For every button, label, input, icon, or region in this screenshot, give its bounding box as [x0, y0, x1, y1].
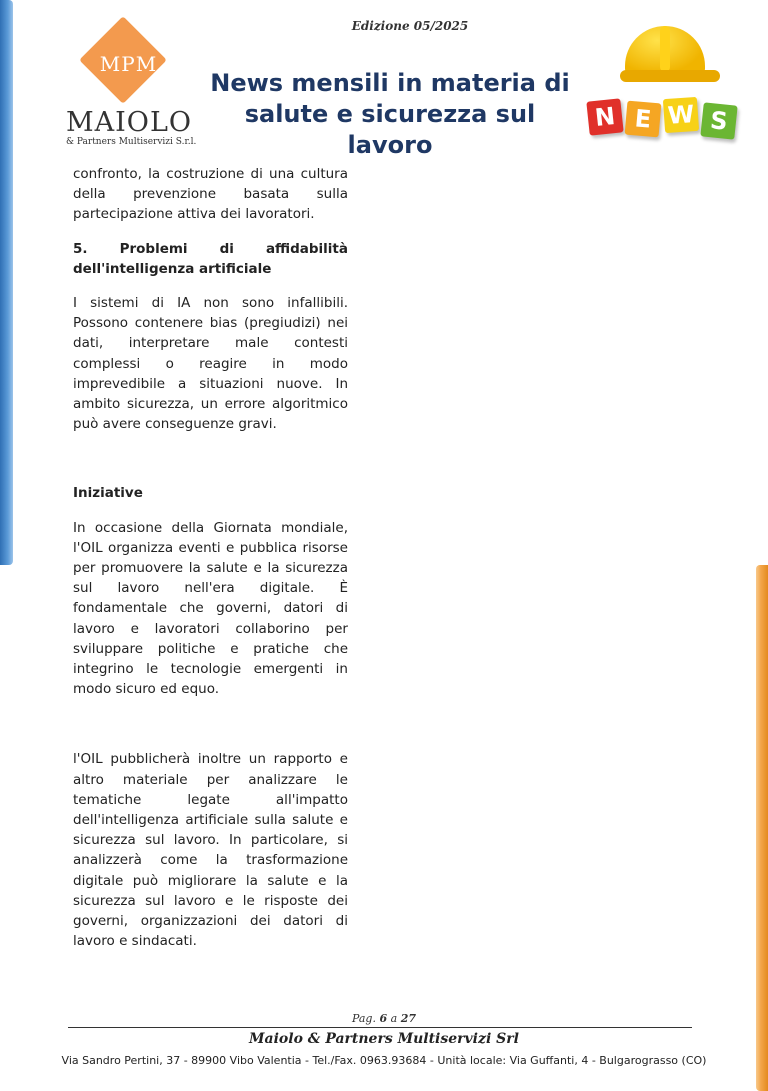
news-cube-e: E: [625, 101, 662, 138]
news-cube-n: N: [586, 98, 623, 135]
footer-divider: [68, 1027, 692, 1028]
hard-hat-brim: [620, 70, 720, 82]
title-line-1: News mensili in materia di: [210, 69, 570, 97]
page-total: 27: [400, 1012, 417, 1025]
paragraph-initiatives: In occasione della Giornata mondiale, l'OIL organizza eventi e pubblica risorse per promuovere la salute e la sicurezza sul lavoro nell'era digitale. È fondamentale che governi, datori di lavoro e lavoratori collaborino per sviluppare politiche e pratiche che integrino le tecnologie emergenti in modo sicuro ed equo.: [73, 519, 348, 698]
page-prefix: Pag.: [351, 1012, 376, 1025]
section-heading-5: 5. Problemi di affidabilità dell'intelligenza artificiale: [73, 240, 348, 277]
footer-company-name: Maiolo & Partners Multiservizi Srl: [249, 1031, 519, 1047]
news-illustration: [580, 18, 752, 158]
section-heading-iniziative: Iniziative: [73, 485, 143, 502]
left-edge-decoration: [0, 0, 13, 565]
hard-hat-ridge: [660, 26, 670, 72]
article-body: [73, 164, 348, 952]
company-logo: [66, 25, 197, 150]
edition-label: Edizione 05/2025: [351, 19, 469, 33]
paragraph-ai-reliability: I sistemi di IA non sono infallibili. Possono contenere bias (pregiudizi) nei dati, interpretare male contesti complessi o reagire in modo imprevedibile a situazioni nuove. In ambito sicurezza, un errore algoritmico può avere conseguenze gravi.: [73, 295, 348, 433]
newsletter-title: [210, 68, 570, 161]
page-current: 6: [379, 1012, 388, 1025]
logo-subtitle: & Partners Multiservizi S.r.l.: [66, 137, 197, 147]
logo-name: MAIOLO: [66, 107, 193, 138]
title-line-2: salute e sicurezza sul lavoro: [244, 100, 536, 159]
logo-mark: MPM: [99, 52, 158, 76]
page-separator: a: [390, 1012, 398, 1025]
footer-address: Via Sandro Pertini, 37 - 89900 Vibo Valentia - Tel./Fax. 0963.93684 - Unità locale: Via Guffanti, 4 - Bulgarograsso (CO): [61, 1054, 707, 1067]
paragraph-continuation: confronto, la costruzione di una cultura della prevenzione basata sulla partecipazione attiva dei lavoratori.: [73, 166, 348, 223]
page-number: [0, 1012, 768, 1025]
news-cube-s: S: [700, 102, 737, 139]
paragraph-oil-report: l'OIL pubblicherà inoltre un rapporto e altro materiale per analizzare le tematiche legate all'impatto dell'intelligenza artificiale sulla salute e sicurezza sul lavoro. In particolare, si analizzerà come la trasformazione digitale può migliorare la salute e la sicurezza sul lavoro e le risposte dei governi, organizzazioni dei datori di lavoro e sindacati.: [73, 751, 348, 950]
news-cube-w: W: [663, 97, 699, 133]
